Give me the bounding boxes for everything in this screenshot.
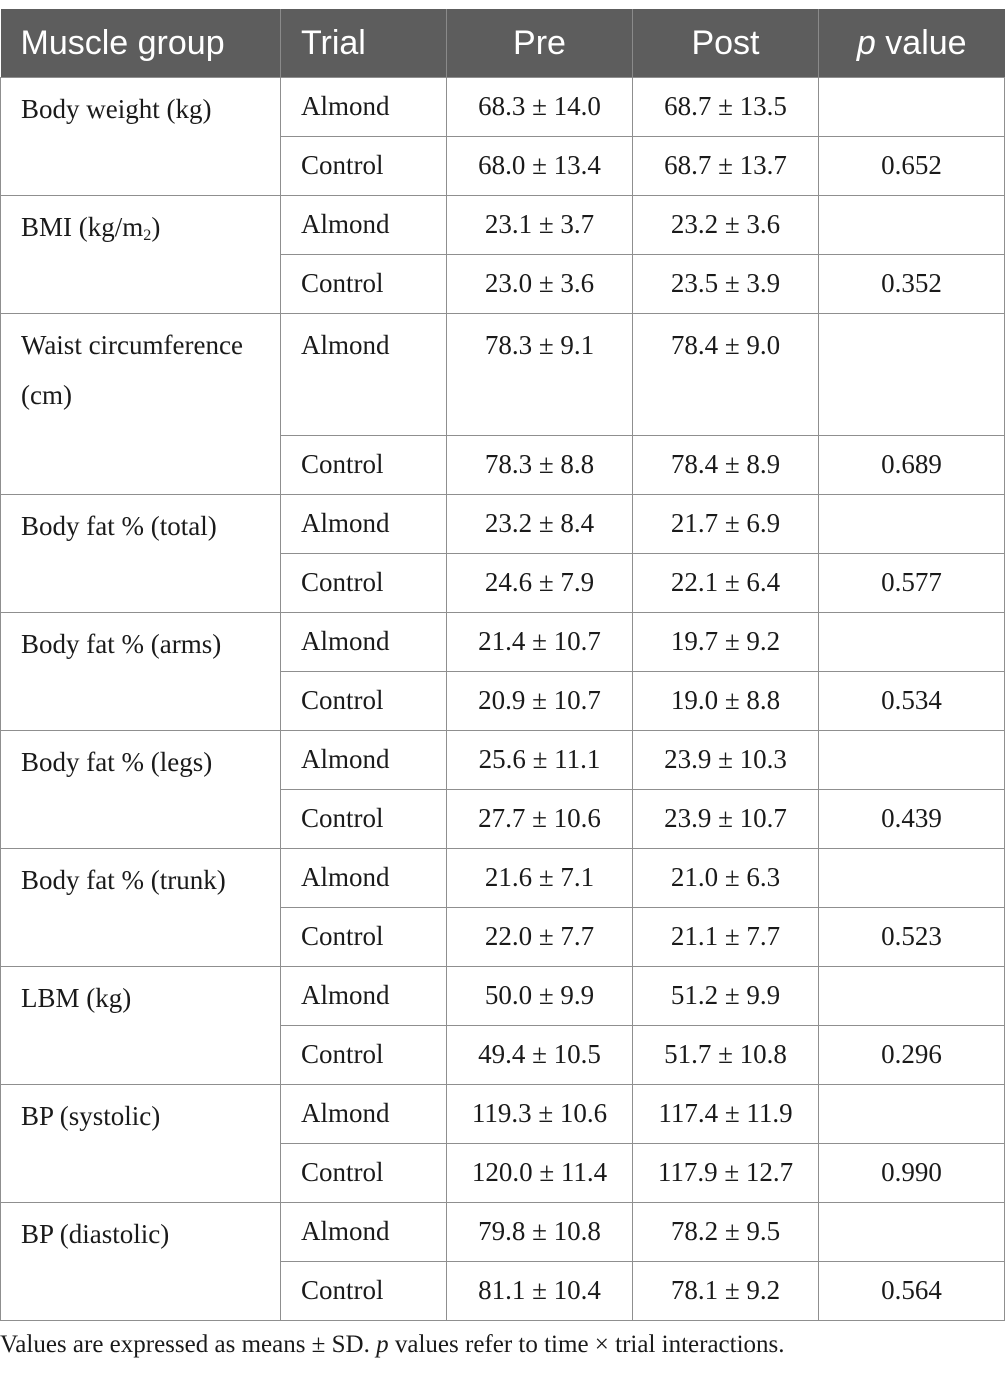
pre-value-cell: 50.0 ± 9.9 [447,967,633,1026]
p-value-cell [819,731,1005,790]
header-muscle-group: Muscle group [1,9,281,78]
header-row [1,9,1005,78]
table-row [1,314,1005,436]
group-label-cell [1,78,281,196]
group-label: Body fat % (legs) [21,747,213,777]
footnote-part1: Values are expressed as means ± SD. [0,1331,377,1358]
pre-value-cell: 81.1 ± 10.4 [447,1262,633,1321]
table-row [1,967,1005,1026]
table-row [1,196,1005,255]
group-label-cell [1,1203,281,1321]
p-value-cell [819,1085,1005,1144]
post-value-cell: 21.1 ± 7.7 [633,908,819,967]
header-p-rest: value [875,24,967,62]
pre-value-cell: 20.9 ± 10.7 [447,672,633,731]
group-label: BP (systolic) [21,1101,161,1131]
p-value-cell: 0.564 [819,1262,1005,1321]
trial-cell: Control [281,672,447,731]
group-label: BP (diastolic) [21,1219,170,1249]
post-value-cell: 78.2 ± 9.5 [633,1203,819,1262]
pre-value-cell: 120.0 ± 11.4 [447,1144,633,1203]
p-value-cell: 0.439 [819,790,1005,849]
table-row [1,1203,1005,1262]
pre-value-cell: 24.6 ± 7.9 [447,554,633,613]
header-pre: Pre [447,9,633,78]
pre-value-cell: 68.0 ± 13.4 [447,137,633,196]
post-value-cell: 117.9 ± 12.7 [633,1144,819,1203]
p-value-cell: 0.534 [819,672,1005,731]
table-row [1,849,1005,908]
group-label-cell [1,1085,281,1203]
trial-cell: Control [281,1144,447,1203]
p-value-cell: 0.990 [819,1144,1005,1203]
pre-value-cell: 49.4 ± 10.5 [447,1026,633,1085]
group-label-cell [1,849,281,967]
post-value-cell: 23.9 ± 10.3 [633,731,819,790]
p-value-cell [819,849,1005,908]
footnote-part2: values refer to time × trial interactions. [388,1331,785,1358]
post-value-cell: 78.4 ± 8.9 [633,436,819,495]
table-row [1,1085,1005,1144]
pre-value-cell: 27.7 ± 10.6 [447,790,633,849]
p-value-cell [819,78,1005,137]
post-value-cell: 19.7 ± 9.2 [633,613,819,672]
trial-cell: Almond [281,967,447,1026]
trial-cell: Almond [281,196,447,255]
group-label-cell [1,495,281,613]
p-value-cell [819,967,1005,1026]
trial-cell: Control [281,790,447,849]
trial-cell: Control [281,554,447,613]
header-trial: Trial [281,9,447,78]
post-value-cell: 19.0 ± 8.8 [633,672,819,731]
pre-value-cell: 21.6 ± 7.1 [447,849,633,908]
post-value-cell: 51.7 ± 10.8 [633,1026,819,1085]
pre-value-cell: 68.3 ± 14.0 [447,78,633,137]
trial-cell: Control [281,137,447,196]
group-label-cell [1,613,281,731]
trial-cell: Almond [281,78,447,137]
group-label-end: ) [151,212,161,242]
post-value-cell: 23.2 ± 3.6 [633,196,819,255]
trial-cell: Control [281,255,447,314]
pre-value-cell: 78.3 ± 8.8 [447,436,633,495]
table-footnote [0,1331,785,1359]
trial-cell: Almond [281,314,447,436]
pre-value-cell: 23.2 ± 8.4 [447,495,633,554]
group-label-cell [1,314,281,495]
trial-cell: Almond [281,849,447,908]
group-label: Body fat % (arms) [21,629,222,659]
post-value-cell: 21.0 ± 6.3 [633,849,819,908]
trial-cell: Almond [281,1203,447,1262]
pre-value-cell: 21.4 ± 10.7 [447,613,633,672]
post-value-cell: 23.5 ± 3.9 [633,255,819,314]
pre-value-cell: 79.8 ± 10.8 [447,1203,633,1262]
p-value-cell: 0.577 [819,554,1005,613]
group-label: Body weight (kg) [21,94,212,124]
pre-value-cell: 25.6 ± 11.1 [447,731,633,790]
group-label: Body fat % (total) [21,511,217,541]
trial-cell: Almond [281,613,447,672]
group-label-subscript: 2 [143,226,152,245]
data-table [0,9,1005,1321]
table-row [1,78,1005,137]
trial-cell: Control [281,436,447,495]
post-value-cell: 68.7 ± 13.7 [633,137,819,196]
table-row [1,731,1005,790]
group-label-cell [1,731,281,849]
footnote-p-italic: p [376,1331,389,1358]
group-label: Waist circumference (cm) [21,330,243,410]
group-label-cell [1,967,281,1085]
post-value-cell: 78.4 ± 9.0 [633,314,819,436]
p-value-cell [819,196,1005,255]
header-p-italic: p [856,24,876,62]
trial-cell: Control [281,1262,447,1321]
table-header [1,9,1005,78]
trial-cell: Control [281,908,447,967]
p-value-cell [819,1203,1005,1262]
p-value-cell [819,495,1005,554]
p-value-cell: 0.523 [819,908,1005,967]
table-body [1,78,1005,1321]
pre-value-cell: 23.1 ± 3.7 [447,196,633,255]
p-value-cell: 0.352 [819,255,1005,314]
post-value-cell: 68.7 ± 13.5 [633,78,819,137]
header-p-value [819,9,1005,78]
trial-cell: Control [281,1026,447,1085]
post-value-cell: 117.4 ± 11.9 [633,1085,819,1144]
group-label: Body fat % (trunk) [21,865,226,895]
header-post: Post [633,9,819,78]
pre-value-cell: 23.0 ± 3.6 [447,255,633,314]
group-label: BMI (kg/m [21,212,144,242]
p-value-cell: 0.689 [819,436,1005,495]
post-value-cell: 51.2 ± 9.9 [633,967,819,1026]
pre-value-cell: 78.3 ± 9.1 [447,314,633,436]
p-value-cell [819,314,1005,436]
post-value-cell: 21.7 ± 6.9 [633,495,819,554]
pre-value-cell: 22.0 ± 7.7 [447,908,633,967]
pre-value-cell: 119.3 ± 10.6 [447,1085,633,1144]
data-table-container [0,9,1005,1321]
p-value-cell: 0.652 [819,137,1005,196]
trial-cell: Almond [281,495,447,554]
post-value-cell: 78.1 ± 9.2 [633,1262,819,1321]
post-value-cell: 22.1 ± 6.4 [633,554,819,613]
group-label: LBM (kg) [21,983,132,1013]
trial-cell: Almond [281,1085,447,1144]
post-value-cell: 23.9 ± 10.7 [633,790,819,849]
p-value-cell [819,613,1005,672]
trial-cell: Almond [281,731,447,790]
group-label-cell [1,196,281,314]
table-row [1,495,1005,554]
p-value-cell: 0.296 [819,1026,1005,1085]
table-row [1,613,1005,672]
